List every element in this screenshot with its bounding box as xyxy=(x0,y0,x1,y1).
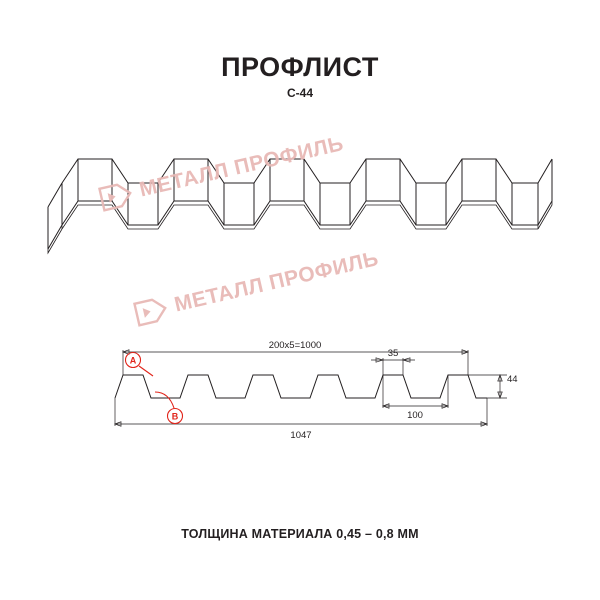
dim-label-overall-width: 1047 xyxy=(290,430,312,441)
section-profile-line xyxy=(115,375,487,398)
metall-profil-logo-icon xyxy=(132,293,172,330)
profile-cross-section xyxy=(95,330,518,450)
watermark-text: МЕТАЛЛ ПРОФИЛЬ xyxy=(137,132,346,202)
callout-b-label: B xyxy=(171,411,179,422)
dimension-rib-pitch xyxy=(383,404,448,421)
dim-label-height: 44 xyxy=(507,374,518,385)
watermark-text: МЕТАЛЛ ПРОФИЛЬ xyxy=(172,247,381,317)
callout-a xyxy=(126,353,154,377)
callout-a-label: A xyxy=(129,355,137,366)
dim-label-rib-top-width: 35 xyxy=(387,348,399,359)
dimension-rib-top-width xyxy=(371,348,415,362)
page-subtitle: С-44 xyxy=(286,86,313,100)
dimension-overall-width xyxy=(115,422,487,441)
iso-sheet-outline xyxy=(48,159,552,253)
dim-label-pitch-total: 200х5=1000 xyxy=(268,340,322,351)
dim-label-rib-pitch: 100 xyxy=(407,410,423,421)
dimension-height xyxy=(498,374,518,398)
material-thickness-note: ТОЛЩИНА МАТЕРИАЛА 0,45 – 0,8 ММ xyxy=(181,527,419,541)
page-title: ПРОФЛИСТ xyxy=(221,52,379,82)
watermark-bottom xyxy=(135,247,385,330)
dimension-pitch-total xyxy=(123,340,468,354)
isometric-profile-sheet xyxy=(40,145,560,275)
callout-b xyxy=(155,392,183,424)
